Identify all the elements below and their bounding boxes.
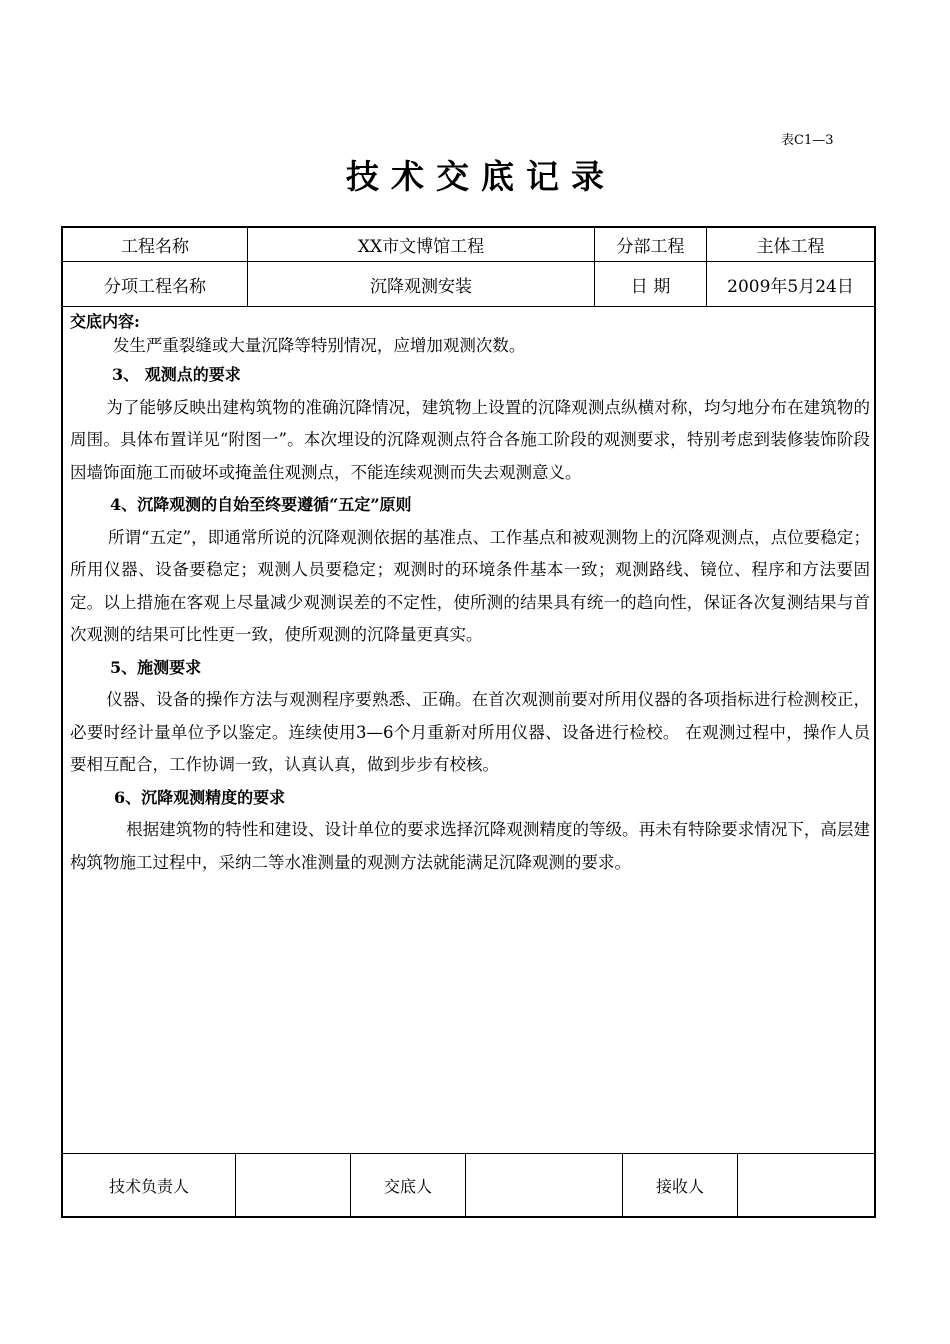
section-3-heading: 3、 观测点的要求: [112, 365, 241, 384]
project-name-label: 工程名称: [121, 237, 189, 257]
section-6-heading: 6、沉降观测精度的要求: [114, 787, 286, 807]
item-name-label: 分项工程名称: [104, 276, 206, 297]
page-title: 技术交底记录: [346, 157, 616, 196]
section-5-heading: 5、施测要求: [110, 657, 202, 677]
division-value: 主体工程: [756, 237, 825, 257]
tech-lead-label: 技术负责人: [108, 1176, 189, 1196]
tech-lead-signature[interactable]: [236, 1154, 350, 1216]
receiver-label: 接收人: [655, 1176, 704, 1196]
section-5-body: 仪器、设备的操作方法与观测程序要熟悉、正确。在首次观测前要对所用仪器的各项指标进行检测校正，必要时经计量单位予以鉴定。连续使用3—6个月重新对所用仪器、设备进行检校。 在观测过程中，操作人员要相互配合，工作协调一致，认真认真，做到步步有校核。: [70, 690, 870, 774]
content-label: 交底内容:: [70, 312, 140, 331]
record-table: [61, 226, 876, 1218]
briefing-content: [70, 311, 870, 879]
form-code: 表C1—3: [781, 133, 834, 148]
section-6-body: 根据建筑物的特性和建设、设计单位的要求选择沉降观测精度的等级。再未有特除要求情况下，高层建构筑物施工过程中，采纳二等水准测量的观测方法就能满足沉降观测的要求。: [70, 820, 870, 872]
presenter-signature[interactable]: [466, 1154, 622, 1216]
section-4-heading: 4、沉降观测的自始至终要遵循“五定”原则: [110, 495, 412, 514]
project-name-value: XX市文博馆工程: [357, 237, 485, 257]
section-4-body: 所谓“五定”，即通常所说的沉降观测依据的基准点、工作基点和被观测物上的沉降观测点，点位要稳定；所用仪器、设备要稳定；观测人员要稳定；观测时的环境条件基本一致；观测路线、镜位、程序和方法要固定。以上措施在客观上尽量减少观测误差的不定性，使所测的结果具有统一的趋向性，保证各次复测结果与首次观测的结果可比性更一致，使所观测的沉降量更真实。: [70, 527, 870, 644]
item-name-value: 沉降观测安装: [370, 276, 472, 297]
section-3-body: 为了能够反映出建构筑物的准确沉降情况，建筑物上设置的沉降观测点纵横对称，均匀地分布在建筑物的周围。具体布置详见“附图一”。本次埋设的沉降观测点符合各施工阶段的观测要求，特别考虑到装修装饰阶段因墙饰面施工而破坏或掩盖住观测点，不能连续观测而失去观测意义。: [70, 397, 870, 482]
division-label: 分部工程: [616, 237, 685, 257]
receiver-signature[interactable]: [738, 1154, 874, 1216]
content-intro: 发生严重裂缝或大量沉降等特别情况，应增加观测次数。: [112, 336, 526, 355]
date-label: 日 期: [630, 276, 671, 297]
date-value: 2009年5月24日: [727, 276, 854, 297]
presenter-label: 交底人: [383, 1176, 432, 1196]
